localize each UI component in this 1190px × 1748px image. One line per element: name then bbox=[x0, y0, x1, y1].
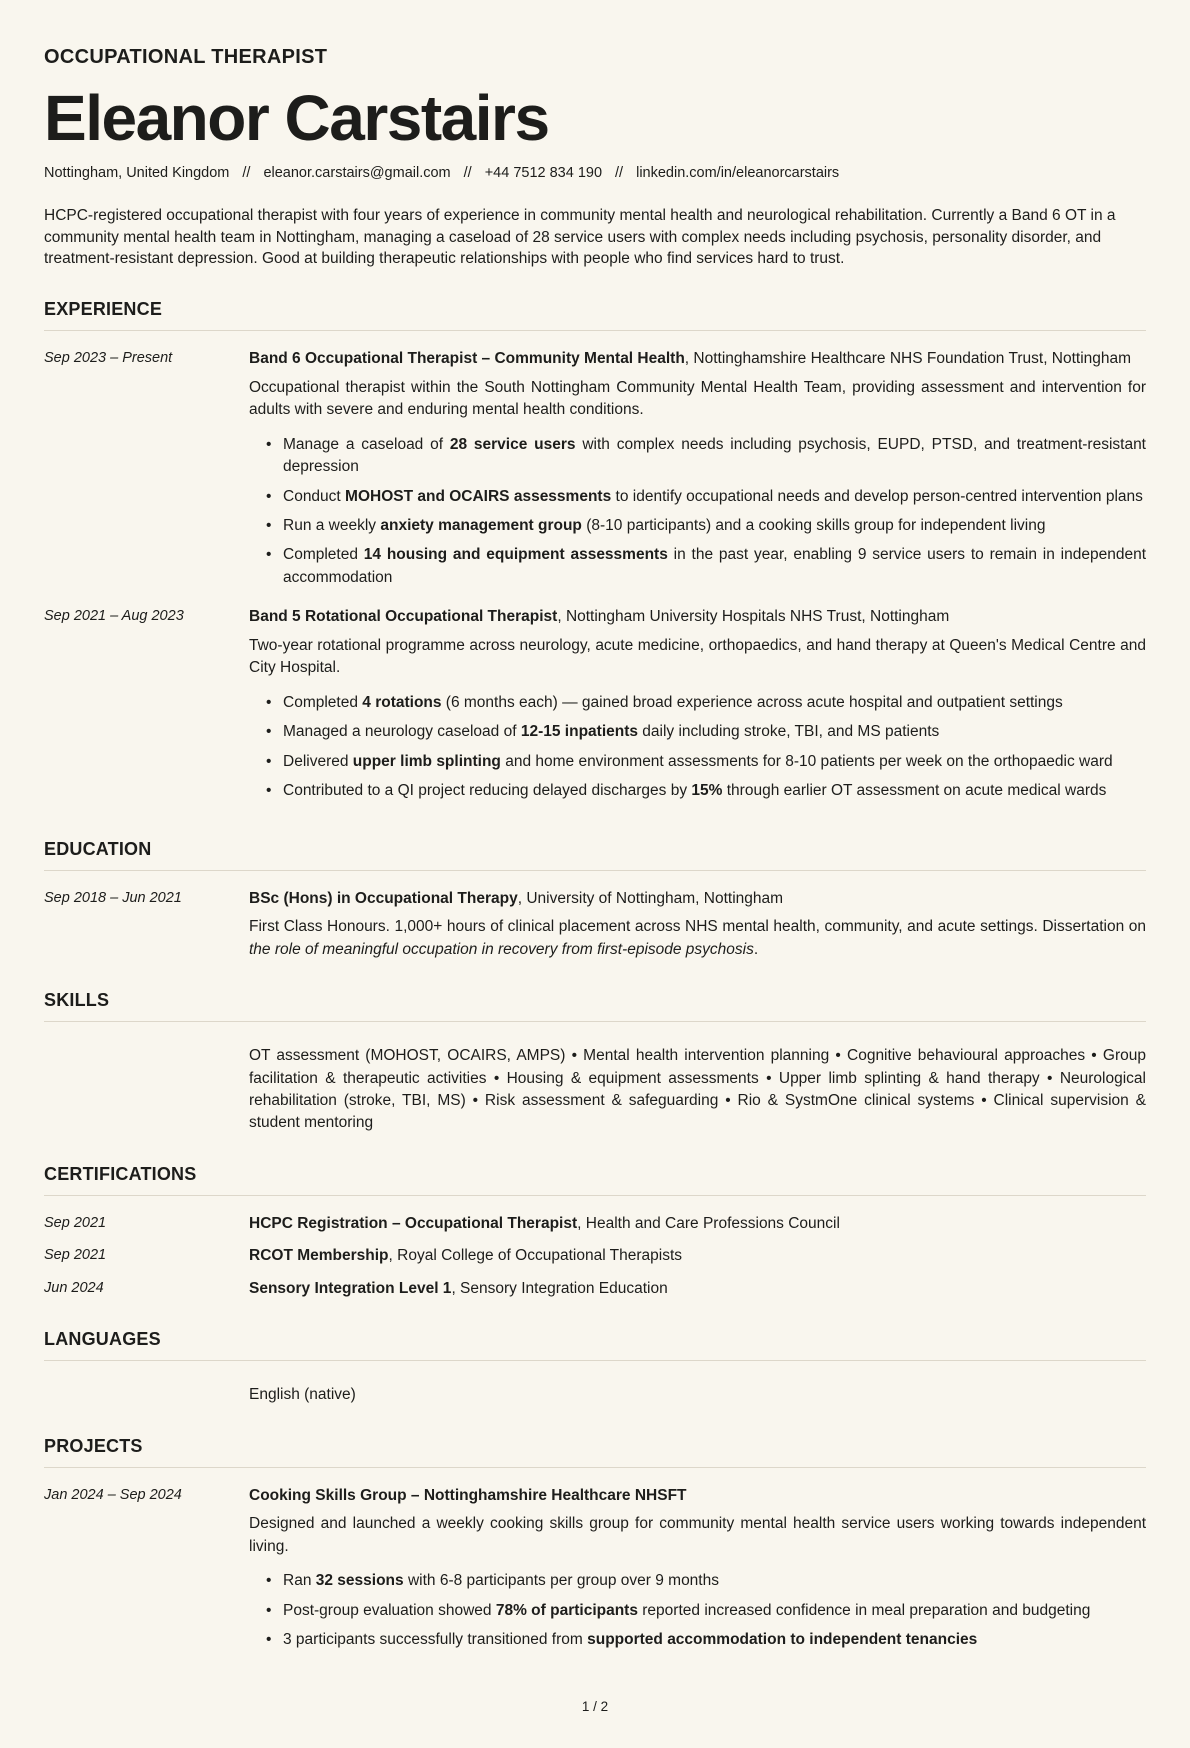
text-run: Completed bbox=[283, 546, 364, 564]
resume-entry bbox=[44, 348, 1146, 596]
entry-description bbox=[249, 1045, 1146, 1135]
section-title: CERTIFICATIONS bbox=[44, 1163, 197, 1184]
text-run: supported accommodation to independent tenancies bbox=[587, 1631, 978, 1649]
section-title: SKILLS bbox=[44, 990, 110, 1011]
entry-description bbox=[249, 916, 1146, 961]
text-run: 3 participants successfully transitioned from bbox=[283, 1631, 588, 1649]
text-run: daily including stroke, TBI, and MS patients bbox=[638, 723, 940, 741]
section-divider bbox=[44, 330, 1146, 331]
section-entries bbox=[44, 1213, 1146, 1300]
resume-section bbox=[44, 990, 1146, 1135]
text-run: Managed a neurology caseload of bbox=[283, 723, 521, 741]
bullet-item bbox=[249, 515, 1146, 537]
text-run: Post-group evaluation showed bbox=[283, 1601, 496, 1619]
entry-body bbox=[249, 1485, 1146, 1659]
text-run: , Royal College of Occupational Therapists bbox=[388, 1247, 683, 1265]
resume-section bbox=[44, 1329, 1146, 1406]
entry-date: Sep 2018 – Jun 2021 bbox=[44, 889, 182, 906]
text-run: 12-15 inpatients bbox=[520, 723, 638, 741]
text-run: Cooking Skills Group – Nottinghamshire Healthcare NHSFT bbox=[249, 1486, 687, 1504]
text-run: through earlier OT assessment on acute medical wards bbox=[722, 782, 1107, 800]
text-run: Designed and launched a weekly cooking skills group for community mental health service users working towards independent living. bbox=[249, 1515, 1146, 1555]
section-entries bbox=[44, 1039, 1146, 1135]
bullet-item bbox=[249, 751, 1146, 773]
text-run: Two-year rotational programme across neurology, acute medicine, orthopaedics, and hand therapy at Queen's Medical Centre and City Hospital. bbox=[249, 636, 1146, 677]
resume-entry bbox=[44, 606, 1146, 809]
contact-separator: // bbox=[463, 164, 472, 181]
text-run: Manage a caseload of bbox=[283, 435, 450, 453]
text-run: 32 sessions bbox=[315, 1572, 404, 1590]
entry-date: Jun 2024 bbox=[44, 1279, 104, 1296]
entry-bullets bbox=[249, 692, 1146, 803]
entry-body bbox=[249, 1039, 1146, 1135]
contact-separator: // bbox=[615, 164, 624, 181]
contact-separator: // bbox=[242, 164, 251, 181]
bullet-item bbox=[249, 692, 1146, 714]
text-run: , Health and Care Professions Council bbox=[577, 1214, 840, 1232]
entry-date: Sep 2021 bbox=[44, 1214, 107, 1231]
entry-description bbox=[249, 1513, 1146, 1558]
resume-section bbox=[44, 839, 1146, 961]
section-title: PROJECTS bbox=[44, 1435, 143, 1456]
text-run: , University of Nottingham, Nottingham bbox=[517, 889, 784, 907]
section-divider bbox=[44, 1195, 1146, 1196]
resume-section bbox=[44, 1164, 1146, 1300]
entry-title bbox=[249, 1245, 1146, 1267]
bullet-item bbox=[249, 544, 1146, 589]
section-entries bbox=[44, 348, 1146, 810]
entry-body bbox=[249, 1245, 1146, 1267]
text-run: with complex needs including psychosis, EUPD, PTSD, and treatment-resistant depression bbox=[283, 435, 1146, 476]
section-entries bbox=[44, 1378, 1146, 1406]
text-run: and home environment assessments for 8-10 patients per week on the orthopaedic ward bbox=[500, 752, 1113, 770]
resume-entry bbox=[44, 1278, 1146, 1300]
text-run: MOHOST and OCAIRS assessments bbox=[345, 487, 612, 505]
text-run: , Nottingham University Hospitals NHS Trust, Nottingham bbox=[557, 608, 950, 626]
text-run: HCPC Registration – Occupational Therapist bbox=[249, 1214, 578, 1232]
bullet-item bbox=[249, 721, 1146, 743]
section-entries bbox=[44, 888, 1146, 961]
contact-location: Nottingham, United Kingdom bbox=[44, 164, 230, 181]
entry-bullets bbox=[249, 434, 1146, 590]
text-run: OT assessment (MOHOST, OCAIRS, AMPS) • Mental health intervention planning • Cognitive behavioural approaches • Group facilitation & therapeutic activities • Housing & equipment assessments • Upper limb splinting & hand therapy • Neurological rehabilitation (stroke, TBI, MS) • Risk assessment & safeguarding • Rio & SystmOne clinical systems • Clinical supervision & student mentoring bbox=[249, 1047, 1146, 1132]
entry-title bbox=[249, 888, 1146, 910]
entry-description bbox=[249, 377, 1146, 422]
text-run: Band 5 Rotational Occupational Therapist bbox=[249, 608, 558, 626]
contact-phone: +44 7512 834 190 bbox=[484, 164, 603, 181]
text-run: , Sensory Integration Education bbox=[451, 1279, 668, 1297]
entry-title bbox=[249, 348, 1146, 370]
bullet-item bbox=[249, 1629, 1146, 1651]
entry-title bbox=[249, 1278, 1146, 1300]
section-entries bbox=[44, 1485, 1146, 1659]
entry-body bbox=[249, 1278, 1146, 1300]
contact-line bbox=[44, 164, 1146, 184]
contact-linkedin[interactable]: linkedin.com/in/eleanorcarstairs bbox=[636, 164, 840, 181]
entry-description bbox=[249, 1384, 1146, 1406]
text-run: Run a weekly bbox=[283, 516, 381, 534]
text-run: Conduct bbox=[283, 487, 346, 505]
text-run: English (native) bbox=[249, 1386, 356, 1404]
text-run: 15% bbox=[691, 782, 723, 800]
text-run: 14 housing and equipment assessments bbox=[363, 546, 668, 564]
text-run: Completed bbox=[283, 693, 363, 711]
bullet-item bbox=[249, 434, 1146, 479]
entry-date: Sep 2023 – Present bbox=[44, 350, 173, 367]
entry-date: Jan 2024 – Sep 2024 bbox=[44, 1486, 182, 1503]
contact-email[interactable]: eleanor.carstairs@gmail.com bbox=[263, 164, 451, 181]
resume-header bbox=[44, 46, 1146, 183]
text-run: Ran bbox=[283, 1572, 316, 1590]
entry-bullets bbox=[249, 1570, 1146, 1651]
bullet-item bbox=[249, 780, 1146, 802]
text-run: BSc (Hons) in Occupational Therapy bbox=[249, 889, 518, 907]
text-run: RCOT Membership bbox=[249, 1247, 389, 1265]
resume-entry bbox=[44, 1039, 1146, 1135]
resume-section bbox=[44, 299, 1146, 810]
section-title: EXPERIENCE bbox=[44, 299, 163, 320]
text-run: Contributed to a QI project reducing delayed discharges by bbox=[283, 782, 692, 800]
entry-body bbox=[249, 888, 1146, 961]
resume-entry bbox=[44, 888, 1146, 961]
entry-description bbox=[249, 635, 1146, 680]
bullet-item bbox=[249, 1570, 1146, 1592]
text-run: First Class Honours. 1,000+ hours of clinical placement across NHS mental health, community, and acute settings. Dissertation on bbox=[249, 918, 1146, 936]
text-run: in the past year, enabling 9 service users to remain in independent accommodation bbox=[283, 546, 1147, 586]
entry-title bbox=[249, 1485, 1146, 1507]
section-divider bbox=[44, 870, 1146, 871]
section-title: EDUCATION bbox=[44, 838, 152, 859]
bullet-item bbox=[249, 486, 1146, 508]
resume-entry bbox=[44, 1245, 1146, 1267]
text-run: 4 rotations bbox=[362, 693, 442, 711]
section-divider bbox=[44, 1360, 1146, 1361]
section-divider bbox=[44, 1467, 1146, 1468]
entry-date bbox=[44, 1378, 249, 1406]
text-run: with 6-8 participants per group over 9 months bbox=[403, 1572, 719, 1590]
text-run: anxiety management group bbox=[380, 516, 582, 534]
text-run: 28 service users bbox=[449, 435, 576, 453]
text-run: Sensory Integration Level 1 bbox=[249, 1279, 452, 1297]
section-divider bbox=[44, 1021, 1146, 1022]
entry-body bbox=[249, 1213, 1146, 1235]
resume-entry bbox=[44, 1378, 1146, 1406]
resume-entry bbox=[44, 1213, 1146, 1235]
bullet-item bbox=[249, 1600, 1146, 1622]
profile-summary: HCPC-registered occupational therapist with four years of experience in community mental health and neurological rehabilitation. Currently a Band 6 OT in a community mental health team in Nottingham, managing a caseload of 28 service users with complex needs including psychosis, personality disorder, and treatment-resistant depression. Good at building therapeutic relationships with people who find services hard to trust. bbox=[44, 207, 1116, 268]
entry-body bbox=[249, 1378, 1146, 1406]
text-run: . bbox=[753, 940, 759, 958]
text-run: (8-10 participants) and a cooking skills group for independent living bbox=[581, 516, 1046, 534]
role-label: OCCUPATIONAL THERAPIST bbox=[44, 46, 328, 68]
text-run: upper limb splinting bbox=[352, 752, 501, 770]
text-run: Band 6 Occupational Therapist – Community Mental Health bbox=[249, 350, 685, 368]
section-title: LANGUAGES bbox=[44, 1329, 161, 1350]
entry-date: Sep 2021 bbox=[44, 1247, 107, 1264]
text-run: to identify occupational needs and develop person-centred intervention plans bbox=[611, 487, 1143, 505]
candidate-name: Eleanor Carstairs bbox=[44, 82, 549, 154]
entry-date bbox=[44, 1039, 249, 1135]
text-run: , Nottinghamshire Healthcare NHS Foundation Trust, Nottingham bbox=[684, 350, 1132, 368]
entry-date: Sep 2021 – Aug 2023 bbox=[44, 608, 184, 625]
resume-section bbox=[44, 1436, 1146, 1659]
text-run: the role of meaningful occupation in recovery from first-episode psychosis bbox=[249, 940, 754, 958]
text-run: Delivered bbox=[283, 752, 353, 770]
text-run: (6 months each) — gained broad experience across acute hospital and outpatient settings bbox=[441, 693, 1063, 711]
entry-body bbox=[249, 606, 1146, 809]
text-run: 78% of participants bbox=[495, 1601, 638, 1619]
text-run: reported increased confidence in meal preparation and budgeting bbox=[637, 1601, 1091, 1619]
entry-body bbox=[249, 348, 1146, 596]
entry-title bbox=[249, 606, 1146, 628]
page-number: 1 / 2 bbox=[581, 1698, 609, 1714]
text-run: Occupational therapist within the South Nottingham Community Mental Health Team, providing assessment and intervention for adults with severe and enduring mental health conditions. bbox=[249, 378, 1146, 419]
resume-entry bbox=[44, 1485, 1146, 1659]
resume-sections bbox=[44, 270, 1146, 1668]
entry-title bbox=[249, 1213, 1146, 1235]
